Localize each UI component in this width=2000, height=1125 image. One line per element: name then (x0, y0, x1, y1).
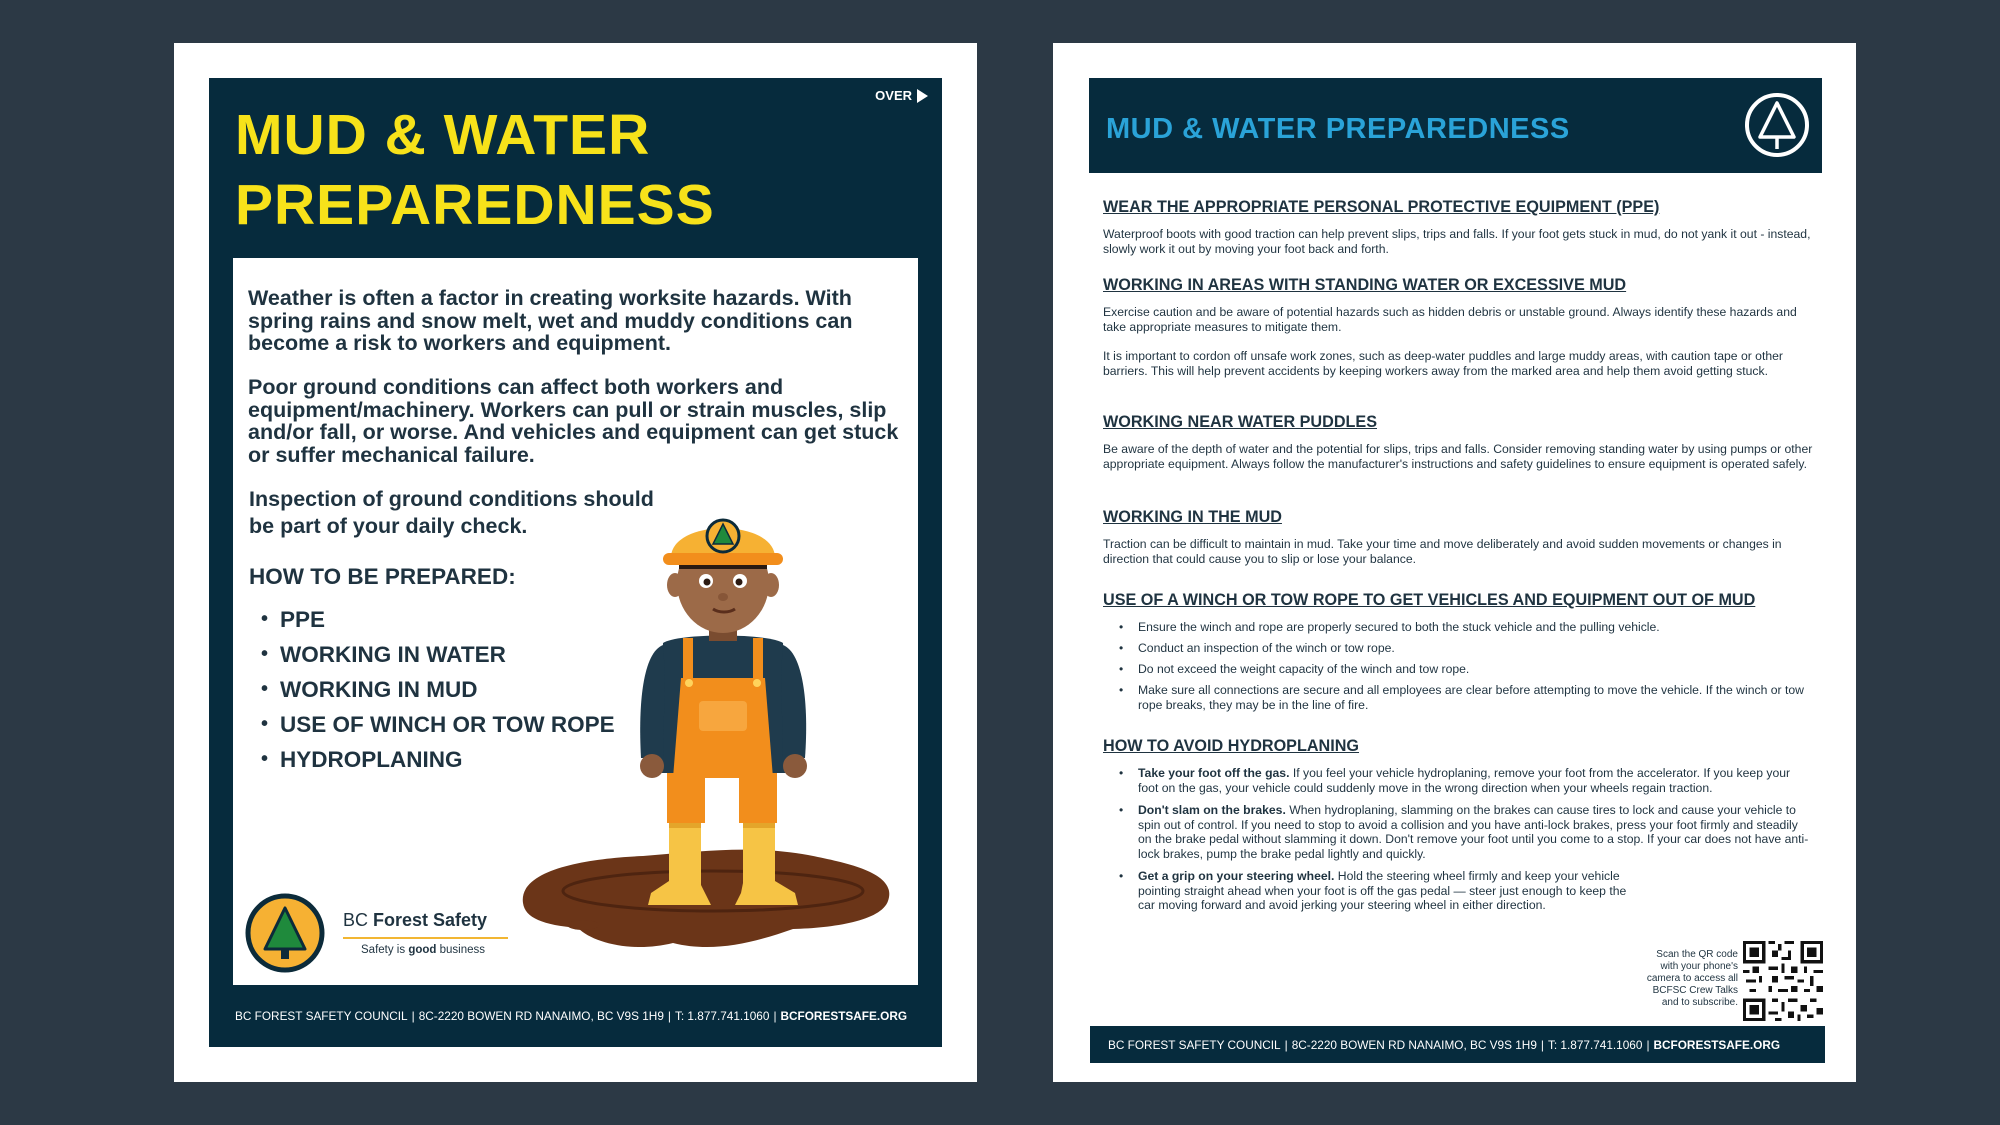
inspection-note: Inspection of ground conditions should be part of your daily check. (249, 487, 654, 538)
footer-phone: T: 1.877.741.1060 (674, 1009, 770, 1023)
worker-in-mud-illustration (503, 473, 913, 963)
section-standing-water (1103, 276, 1813, 378)
brand-name-regular: BC (343, 910, 374, 930)
bullet-text: If you feel your vehicle hydroplaning, remove your foot from the accelerator. If you keep your foot on the gas, your vehicle could suddenly move in the wrong direction when your wheels regain traction. (1138, 766, 1791, 795)
section-paragraph: Traction can be difficult to maintain in mud. Take your time and move deliberately and avoid sudden movements or changes in direction that could cause you to slip or lose your balance. (1103, 537, 1782, 566)
bullet-lead: Take your foot off the gas. (1138, 766, 1290, 780)
front-title-line-2: PREPAREDNESS (235, 173, 715, 237)
section-heading: WEAR THE APPROPRIATE PERSONAL PROTECTIVE EQUIPMENT (PPE) (1103, 198, 1660, 216)
section-paragraph: It is important to cordon off unsafe work zones, such as deep-water puddles and large muddy areas, with caution tape or other barriers. This will help prevent accidents by keeping workers away from the marked area and help them avoid getting stuck. (1103, 349, 1783, 378)
over-label: OVER (875, 88, 912, 103)
list-item: • PPE (261, 602, 615, 637)
front-title (235, 100, 715, 240)
play-arrow-icon (917, 89, 928, 103)
front-title-line-1: MUD & WATER (235, 103, 651, 167)
intro-paragraph-1: Weather is often a factor in creating worksite hazards. With spring rains and snow melt, wet and muddy conditions can become a risk to workers and equipment. (248, 286, 853, 355)
list-item: • Conduct an inspection of the winch or tow rope. (1119, 641, 1813, 656)
section-ppe (1103, 198, 1813, 256)
section-water-puddles (1103, 413, 1813, 471)
footer-org: BC FOREST SAFETY COUNCIL (235, 1009, 408, 1023)
brand-tagline (343, 944, 508, 956)
brand-name-bold: Forest Safety (373, 910, 488, 930)
list-item: • USE OF WINCH OR TOW ROPE (261, 707, 615, 742)
qr-code[interactable] (1743, 941, 1823, 1021)
footer-address: 8C-2220 BOWEN RD NANAIMO, BC V9S 1H9 (1291, 1038, 1537, 1052)
section-hydroplaning (1103, 737, 1813, 921)
list-item: • WORKING IN WATER (261, 637, 615, 672)
brand-divider (343, 937, 508, 939)
bc-forest-safety-logo (245, 893, 508, 973)
list-item: • Do not exceed the weight capacity of the winch and tow rope. (1119, 662, 1813, 677)
back-title: MUD & WATER PREPAREDNESS (1106, 113, 1570, 145)
front-panel (209, 78, 942, 1047)
tree-logo-icon (245, 893, 325, 973)
bullet-lead: Don't slam on the brakes. (1138, 803, 1286, 817)
back-header (1089, 78, 1822, 173)
tagline-pre: Safety is (361, 944, 409, 956)
tagline-bold: good (408, 944, 437, 956)
front-page (174, 43, 977, 1082)
section-mud (1103, 508, 1813, 566)
bullet-lead: Get a grip on your steering wheel. (1138, 869, 1335, 883)
tree-outline-logo-icon (1743, 91, 1811, 159)
list-item (1119, 869, 1634, 913)
front-footer: BC FOREST SAFETY COUNCIL | 8C-2220 BOWEN RD NANAIMO, BC V9S 1H9 | T: 1.877.741.1060 | BCFORESTSAFE.ORG (235, 1009, 908, 1023)
section-heading: WORKING NEAR WATER PUDDLES (1103, 413, 1377, 431)
back-footer-text: BC FOREST SAFETY COUNCIL | 8C-2220 BOWEN RD NANAIMO, BC V9S 1H9 | T: 1.877.741.1060 | BCFORESTSAFE.ORG (1108, 1038, 1781, 1052)
list-item: • HYDROPLANING (261, 742, 615, 777)
section-heading: USE OF A WINCH OR TOW ROPE TO GET VEHICLES AND EQUIPMENT OUT OF MUD (1103, 591, 1756, 609)
section-heading: HOW TO AVOID HYDROPLANING (1103, 737, 1360, 755)
footer-phone: T: 1.877.741.1060 (1547, 1038, 1643, 1052)
intro-paragraph-2: Poor ground conditions can affect both workers and equipment/machinery. Workers can pull or strain muscles, slip and/or fall, or worse. And vehicles and equipment can get stuck or suffer mechanical failure. (248, 375, 899, 467)
back-page (1053, 43, 1856, 1082)
qr-caption: Scan the QR code with your phone's camera to access all BCFSC Crew Talks and to subscribe. (1646, 949, 1738, 1008)
footer-url[interactable]: BCFORESTSAFE.ORG (1653, 1038, 1781, 1052)
section-paragraph: Be aware of the depth of water and the potential for slips, trips and falls. Consider removing standing water by using pumps or other appropriate equipment. Always follow the manufacturer's instructions and safety guidelines to ensure equipment is operated safely. (1103, 442, 1813, 471)
winch-list (1103, 620, 1813, 712)
hydroplaning-list (1103, 766, 1813, 913)
list-item: • Make sure all connections are secure and all employees are clear before attempting to move the vehicle. If the winch or tow rope breaks, they may be in the line of fire. (1119, 683, 1813, 712)
section-paragraph: Exercise caution and be aware of potential hazards such as hidden debris or unstable ground. Always identify these hazards and take appropriate measures to mitigate them. (1103, 305, 1797, 334)
bullet-text: Hold the steering wheel firmly and keep your vehicle pointing straight ahead when your foot is off the gas pedal — steer just enough to keep the car moving forward and avoid jerking your steering wheel in either direction. (1138, 869, 1627, 912)
tagline-post: business (436, 944, 486, 956)
footer-address: 8C-2220 BOWEN RD NANAIMO, BC V9S 1H9 (418, 1009, 664, 1023)
section-heading: WORKING IN THE MUD (1103, 508, 1282, 526)
list-item: • Ensure the winch and rope are properly secured to both the stuck vehicle and the pulling vehicle. (1119, 620, 1813, 635)
list-item: • WORKING IN MUD (261, 672, 615, 707)
bullet-text: When hydroplaning, slamming on the brakes can cause tires to lock and cause your vehicle to spin out of control. If you need to stop to avoid a collision and you have anti-lock brakes, press your foot firmly and steadily on the brake pedal without slamming it down. Don't remove your foot until you come to a stop. If your car does not have anti-lock brakes, pump the brake pedal lightly and quickly. (1138, 803, 1809, 861)
section-paragraph: Waterproof boots with good traction can help prevent slips, trips and falls. If your foot gets stuck in mud, do not yank it out - instead, slowly work it out by moving your foot back and forth. (1103, 227, 1811, 256)
section-heading: WORKING IN AREAS WITH STANDING WATER OR EXCESSIVE MUD (1103, 276, 1627, 294)
list-item (1119, 803, 1813, 861)
front-content-box (233, 258, 918, 985)
brand-name (343, 910, 508, 931)
over-link[interactable] (875, 88, 928, 103)
list-item (1119, 766, 1813, 795)
how-to-prepare-heading: HOW TO BE PREPARED: (249, 564, 516, 589)
footer-url[interactable]: BCFORESTSAFE.ORG (780, 1009, 908, 1023)
back-footer (1090, 1026, 1825, 1063)
brand-text (343, 910, 508, 956)
footer-org: BC FOREST SAFETY COUNCIL (1108, 1038, 1281, 1052)
section-winch (1103, 591, 1813, 719)
